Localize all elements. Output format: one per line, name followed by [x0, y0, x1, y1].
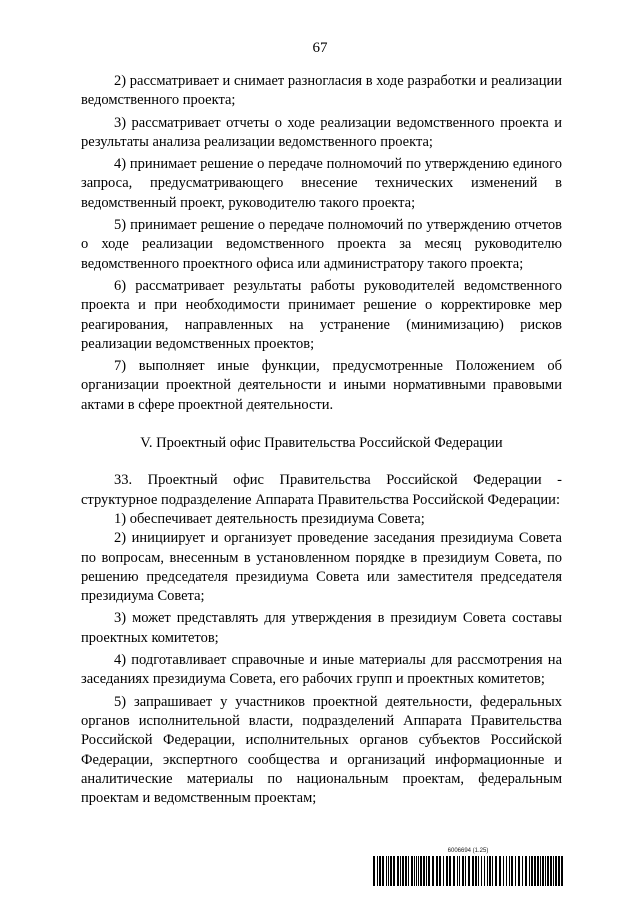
paragraph: 5) принимает решение о передаче полномочий по утверждению отчетов о ходе реализации ведомственного проекта за месяц руководителю ведомственного проектного офиса или администратору такого проекта;: [81, 217, 562, 272]
section-heading: V. Проектный офис Правительства Российской Федерации: [140, 435, 503, 452]
page-number: 67: [312, 40, 328, 56]
document-code: 6006694 (1.25): [447, 848, 489, 854]
document-footer: [372, 848, 564, 886]
paragraph: 33. Проектный офис Правительства Российской Федерации - структурное подразделение Аппарата Правительства Российской Федерации:: [81, 472, 562, 508]
paragraph: 2) инициирует и организует проведение заседания президиума Совета по вопросам, внесенным в установленном порядке в президиум Совета, по решению председателя президиума Совета или заместителя председателя президиума Совета;: [81, 530, 562, 605]
paragraph: 1) обеспечивает деятельность президиума Совета;: [114, 510, 425, 527]
paragraph: 4) подготавливает справочные и иные материалы для рассмотрения на заседаниях президиума Совета, его рабочих групп и проектных комитетов;: [81, 652, 562, 688]
document-body: [81, 72, 562, 808]
paragraph: 6) рассматривает результаты работы руководителей ведомственного проекта и при необходимости принимает решение о корректировке мер реагирования, направленных на устранение (минимизацию) рисков реализации ведомственных проектов;: [81, 277, 562, 352]
paragraph: 3) рассматривает отчеты о ходе реализации ведомственного проекта и результаты анализа реализации ведомственного проекта;: [81, 114, 562, 150]
paragraph: 2) рассматривает и снимает разногласия в ходе разработки и реализации ведомственного проекта;: [81, 73, 562, 109]
paragraph: 3) может представлять для утверждения в президиум Совета составы проектных комитетов;: [81, 610, 562, 646]
paragraph: 5) запрашивает у участников проектной деятельности, федеральных органов исполнительной власти, подразделений Аппарата Правительства Российской Федерации, исполнительных органов субъектов Российской Федерации, экспертного сообщества и организаций информационные и аналитические материалы по национальным проектам, федеральным проектам и ведомственным проектам;: [81, 693, 562, 807]
paragraph: 7) выполняет иные функции, предусмотренные Положением об организации проектной деятельности и иными нормативными правовыми актами в сфере проектной деятельности.: [81, 358, 562, 413]
paragraph: 4) принимает решение о передаче полномочий по утверждению единого запроса, предусматривающего внесение технических изменений в ведомственный проект, руководителю такого проекта;: [81, 156, 562, 211]
barcode-image: [372, 856, 564, 886]
